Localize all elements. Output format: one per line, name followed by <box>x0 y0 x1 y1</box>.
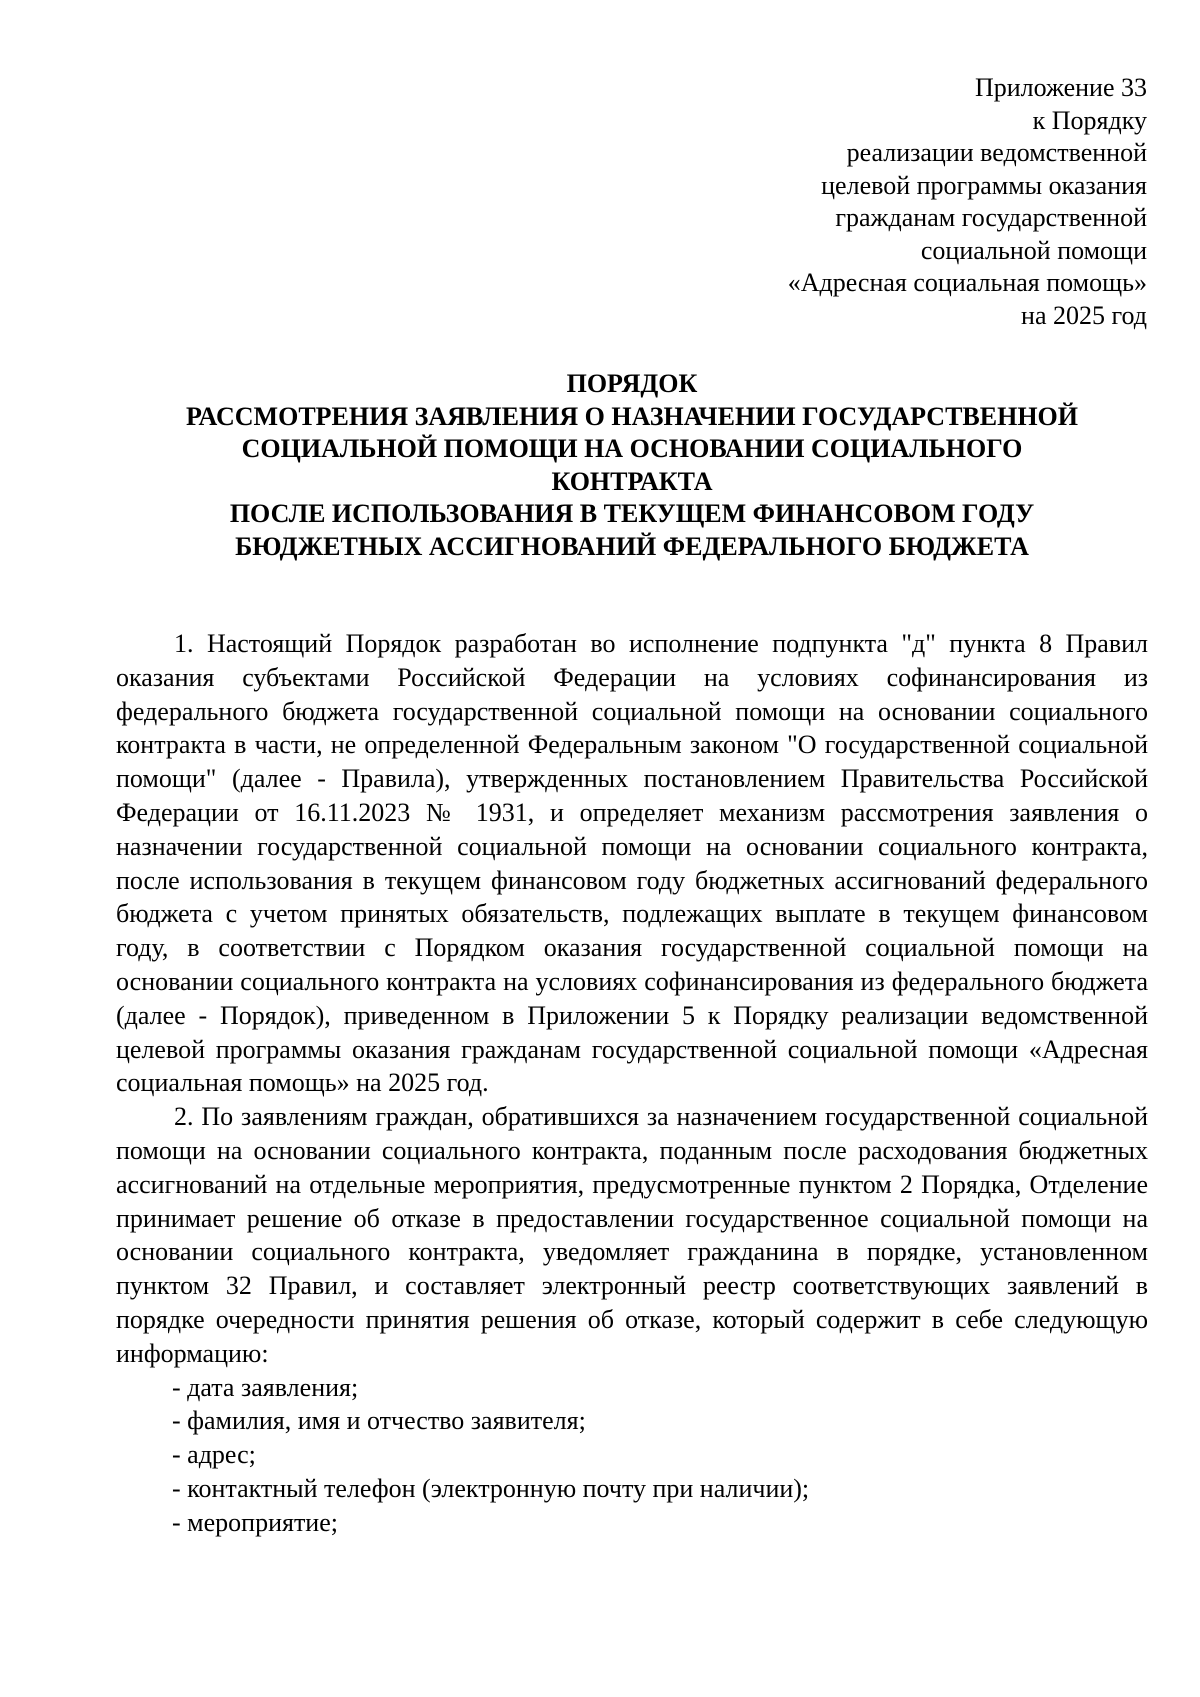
paragraph-1: 1. Настоящий Порядок разработан во исполнение подпункта "д" пункта 8 Правил оказания субъектами Российской Федерации на условиях софинансирования из федерального бюджета государственной социальной помощи на основании социального контракта в части, не определенной Федеральным законом "О государственной социальной помощи" (далее - Правила), утвержденных постановлением Правительства Российской Федерации от 16.11.2023 № 1931, и определяет механизм рассмотрения заявления о назначении государственной социальной помощи на основании социального контракта, после использования в текущем финансовом году бюджетных ассигнований федерального бюджета с учетом принятых обязательств, подлежащих выплате в текущем финансовом году, в соответствии с Порядком оказания государственной социальной помощи на основании социального контракта на условиях софинансирования из федерального бюджета (далее - Порядок), приведенном в Приложении 5 к Порядку реализации ведомственной целевой программы оказания гражданам государственной социальной помощи «Адресная социальная помощь» на 2025 год. <box>116 629 1148 1098</box>
list-item: - адрес; <box>172 1440 256 1470</box>
list-item: - дата заявления; <box>172 1372 359 1402</box>
list-item: - фамилия, имя и отчество заявителя; <box>172 1406 586 1436</box>
appendix-line: социальной помощи <box>920 235 1147 265</box>
appendix-line: Приложение 33 <box>974 73 1147 102</box>
appendix-line: реализации ведомственной <box>846 138 1147 167</box>
title-line: РАССМОТРЕНИЯ ЗАЯВЛЕНИЯ О НАЗНАЧЕНИИ ГОСУДАРСТВЕННОЙ <box>185 401 1079 431</box>
appendix-line: на 2025 год <box>1021 300 1147 330</box>
appendix-line: гражданам государственной <box>835 203 1147 232</box>
title-line: КОНТРАКТА <box>551 466 713 496</box>
title-line: ПОРЯДОК <box>566 369 698 398</box>
info-list <box>116 1371 1148 1540</box>
appendix-line: «Адресная социальная помощь» <box>787 268 1147 297</box>
list-item: - мероприятие; <box>172 1507 338 1537</box>
appendix-line: целевой программы оказания <box>821 170 1147 200</box>
title-line: ПОСЛЕ ИСПОЛЬЗОВАНИЯ В ТЕКУЩЕМ ФИНАНСОВОМ ГОДУ <box>229 499 1035 528</box>
document-title <box>120 368 1144 563</box>
appendix-reference-block <box>627 72 1147 332</box>
title-line: БЮДЖЕТНЫХ АССИГНОВАНИЙ ФЕДЕРАЛЬНОГО БЮДЖЕТА <box>235 531 1029 561</box>
title-line: СОЦИАЛЬНОЙ ПОМОЩИ НА ОСНОВАНИИ СОЦИАЛЬНОГО <box>241 434 1023 463</box>
list-item: - контактный телефон (электронную почту при наличии); <box>172 1473 810 1503</box>
appendix-line: к Порядку <box>1032 105 1147 135</box>
paragraph-2: 2. По заявлениям граждан, обратившихся за назначением государственной социальной помощи на основании социального контракта, поданным после расходования бюджетных ассигнований на отдельные мероприятия, предусмотренные пунктом 2 Порядка, Отделение принимает решение об отказе в предоставлении государственное социальной помощи на основании социального контракта, уведомляет гражданина в порядке, установленном пунктом 32 Правил, и составляет электронный реестр соответствующих заявлений в порядке очередности принятия решения об отказе, который содержит в себе следующую информацию: <box>116 1102 1148 1368</box>
document-body <box>116 627 1148 1540</box>
